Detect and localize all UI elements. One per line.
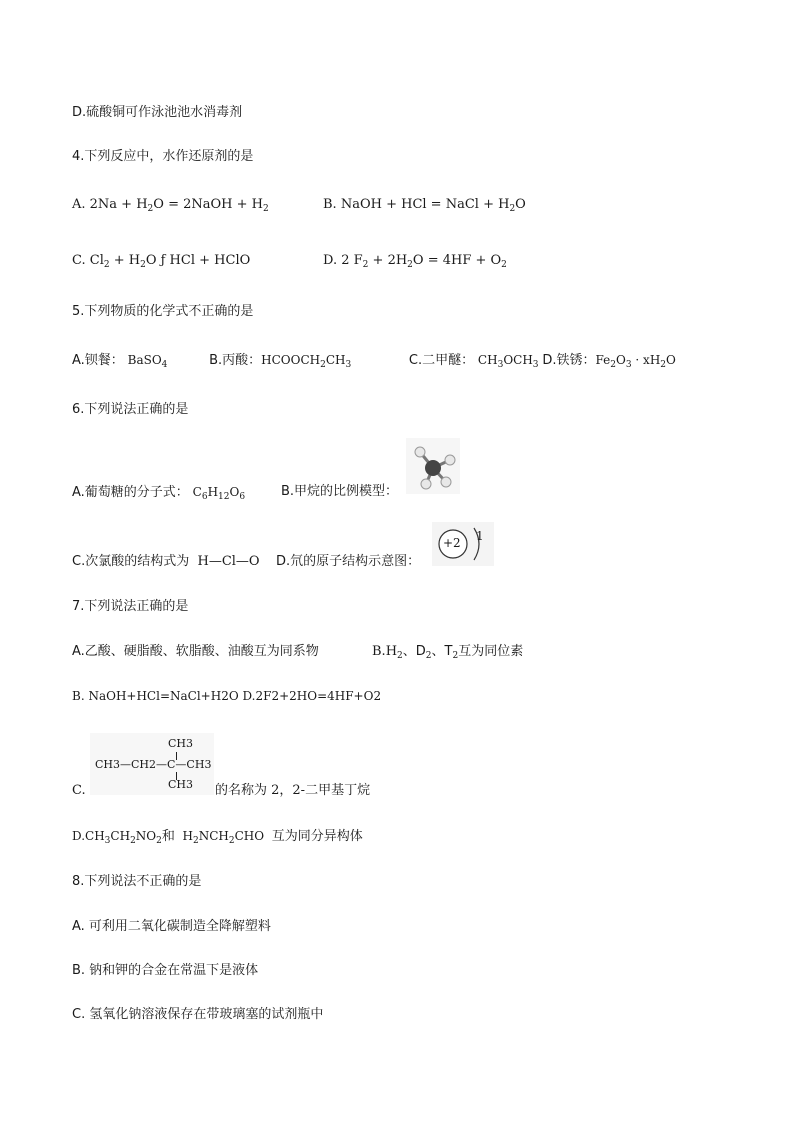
- q4-option-b: B. NaOH + HCl = NaCl + $H_2O$: [323, 197, 526, 214]
- q7-option-b: $B.H_2$、$D_2$、$T_2$互为同位素: [372, 644, 524, 661]
- atom-structure-diagram: [432, 522, 494, 566]
- q7-option-b2: B. NaOH+HCl=NaCl+H2O D.2F2+2HO=4HF+O2: [72, 689, 382, 703]
- nucleus-charge: +2: [443, 536, 461, 550]
- q8-option-a: A. 可利用二氧化碳制造全降解塑料: [72, 919, 271, 934]
- q8-stem: 8.下列说法不正确的是: [72, 874, 202, 889]
- q7-option-c-text: 的名称为 2，2-二甲基丁烷: [215, 783, 371, 798]
- q6-option-c: C.次氯酸的结构式为 H—Cl—O: [72, 554, 260, 569]
- q6-option-a: A.葡萄糖的分子式： $C_6H_{12}O_6$: [72, 485, 246, 502]
- mol-bottom-ch3: CH3: [168, 778, 194, 791]
- q6-option-d: D.氘的原子结构示意图：: [276, 554, 421, 569]
- q6-option-b: B.甲烷的比例模型：: [281, 484, 399, 499]
- q7-stem: 7.下列说法正确的是: [72, 599, 189, 614]
- q5-stem: 5.下列物质的化学式不正确的是: [72, 304, 254, 319]
- mol-main-chain: CH3—CH2—C—CH3: [95, 758, 212, 771]
- q4-option-c: C. $Cl_2 + H_2O$ ƒ HCl + HClO: [72, 253, 251, 270]
- q8-option-b: B. 钠和钾的合金在常温下是液体: [72, 963, 259, 978]
- atom-structure-svg: [432, 522, 494, 566]
- q7-option-c-label: C.: [72, 783, 86, 798]
- shell-electrons: 1: [476, 529, 484, 543]
- q5-options: A.钡餐： BaSO$_4$ B.丙酸：$HCOOCH_2CH_3$ C.二甲醚： $CH_3OCH_3$ D.铁锈：$Fe_2O_3 \cdot xH_2O$: [72, 353, 676, 370]
- q4-option-a: A. $2Na + H_2O$ = 2NaOH + $H_2$: [72, 197, 269, 214]
- q4-option-d: D. 2 $F_2 + 2H_2O = 4HF + O_2$: [323, 253, 507, 270]
- q7-option-d: $D.CH_3CH_2NO_2$和 $H_2NCH_2CHO$ 互为同分异构体: [72, 829, 363, 846]
- q3-option-d: D.硫酸铜可作泳池池水消毒剂: [72, 105, 243, 120]
- methane-model-image: [406, 438, 460, 494]
- q7-structure-image: [90, 733, 214, 795]
- q8-option-c: C. 氢氧化钠溶液保存在带玻璃塞的试剂瓶中: [72, 1007, 324, 1022]
- q7-option-a: A.乙酸、硬脂酸、软脂酸、油酸互为同系物: [72, 644, 319, 659]
- mol-top-ch3: CH3: [168, 737, 194, 750]
- q6-stem: 6.下列说法正确的是: [72, 402, 189, 417]
- q4-stem: 4.下列反应中，水作还原剂的是: [72, 149, 254, 164]
